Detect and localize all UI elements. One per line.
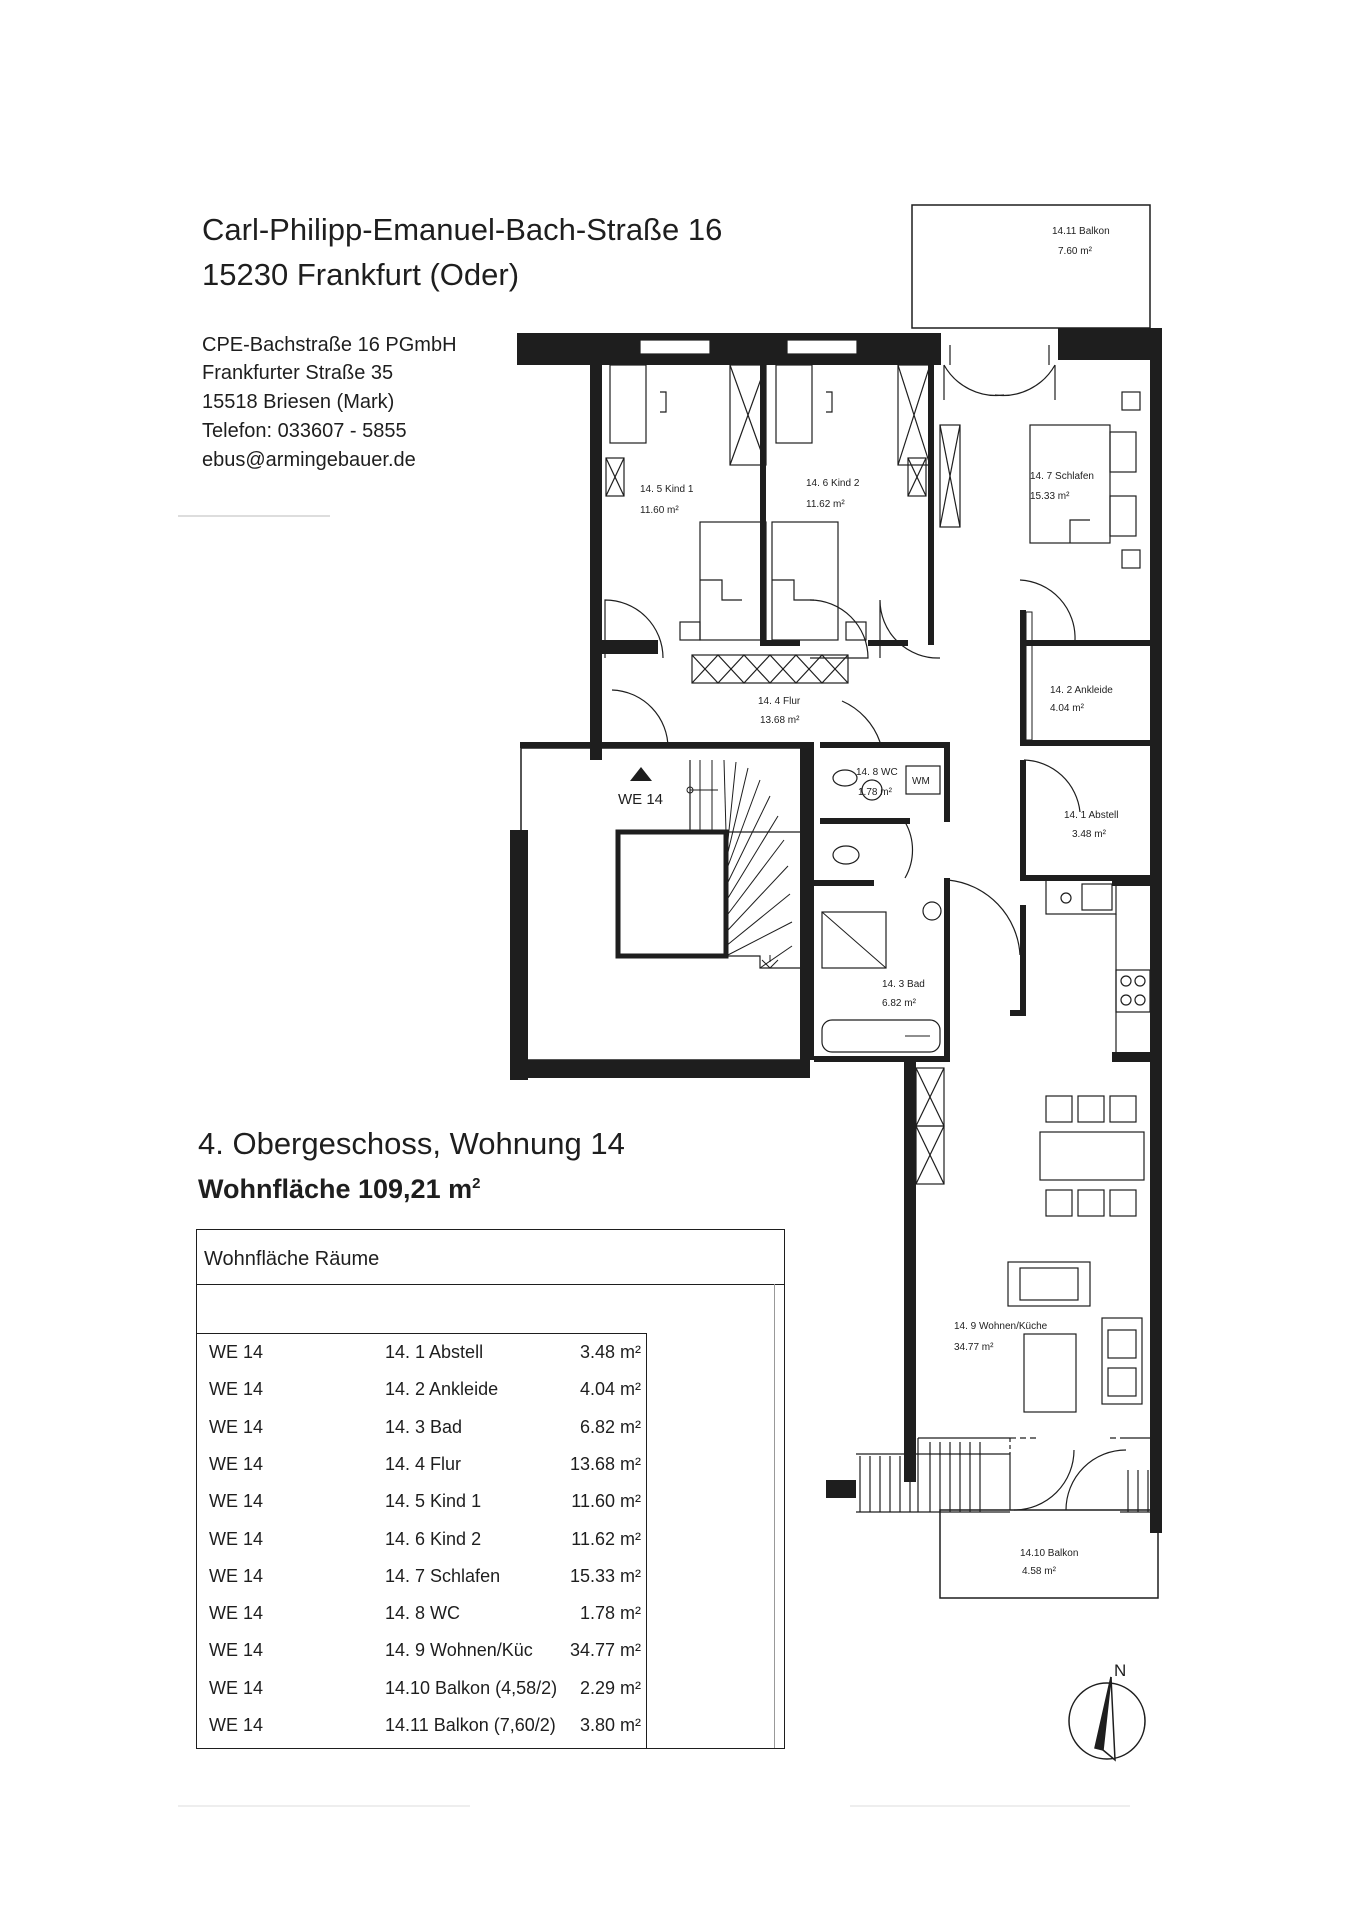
- cell-area: 11.60 m²: [571, 1491, 641, 1512]
- room-label-schlafen: 14. 7 Schlafen: [1030, 471, 1094, 482]
- room-area-balkon-10: 4.58 m²: [1022, 1566, 1056, 1577]
- room-label-abstell: 14. 1 Abstell: [1064, 810, 1119, 821]
- area-table: [196, 1229, 785, 1749]
- north-label: N: [1114, 1661, 1127, 1680]
- cell-room: 14. 5 Kind 1: [385, 1491, 482, 1512]
- cell-unit: WE 14: [209, 1640, 264, 1661]
- cell-area: 2.29 m²: [579, 1677, 641, 1698]
- table-row: [197, 1603, 647, 1633]
- table-row: [197, 1715, 647, 1745]
- room-area-ankleide: 4.04 m²: [1050, 703, 1084, 714]
- room-label-ankleide: 14. 2 Ankleide: [1050, 685, 1113, 696]
- cell-room: 14. 3 Bad: [385, 1416, 463, 1437]
- cell-area: 34.77 m²: [569, 1640, 641, 1661]
- table-row: [197, 1678, 647, 1708]
- owner-phone: Telefon: 033607 - 5855: [202, 420, 407, 442]
- floor-heading: 4. Obergeschoss, Wohnung 14: [198, 1126, 625, 1161]
- room-area-schlafen: 15.33 m²: [1030, 491, 1070, 502]
- cell-room: 14. 6 Kind 2: [385, 1528, 482, 1549]
- room-area-abstell: 3.48 m²: [1072, 829, 1106, 840]
- table-row: [197, 1454, 647, 1484]
- cell-area: 3.80 m²: [579, 1715, 641, 1735]
- cell-area: 11.62 m²: [571, 1528, 641, 1549]
- table-row: [197, 1566, 647, 1596]
- cell-unit: WE 14: [209, 1677, 264, 1698]
- cell-unit: WE 14: [209, 1342, 264, 1362]
- room-area-balkon-11: 7.60 m²: [1058, 246, 1092, 257]
- room-label-flur: 14. 4 Flur: [758, 696, 801, 707]
- cell-room: 14. 2 Ankleide: [385, 1379, 499, 1400]
- room-label-wm: WM: [912, 776, 930, 787]
- cell-unit: WE 14: [209, 1565, 264, 1586]
- room-label-kind1: 14. 5 Kind 1: [640, 484, 694, 495]
- balcony-11: [912, 205, 1150, 328]
- table-row: [197, 1342, 647, 1372]
- room-area-kind2: 11.62 m²: [806, 499, 845, 510]
- cell-unit: WE 14: [209, 1491, 264, 1512]
- table-row: [197, 1640, 647, 1670]
- cell-unit: WE 14: [209, 1453, 264, 1474]
- cell-unit: WE 14: [209, 1603, 264, 1624]
- owner-city: 15518 Briesen (Mark): [202, 391, 395, 413]
- cell-area: 3.48 m²: [579, 1342, 641, 1362]
- cell-area: 6.82 m²: [579, 1416, 641, 1437]
- owner-company: CPE-Bachstraße 16 PGmbH: [202, 334, 457, 356]
- table-row: [197, 1491, 647, 1521]
- cell-room: 14. 1 Abstell: [385, 1342, 484, 1362]
- cell-room: 14. 4 Flur: [385, 1453, 462, 1474]
- owner-street: Frankfurter Straße 35: [202, 362, 394, 384]
- room-area-kind1: 11.60 m²: [640, 505, 679, 516]
- cell-room: 14. 7 Schlafen: [385, 1565, 501, 1586]
- address-city: 15230 Frankfurt (Oder): [202, 257, 520, 292]
- room-area-bad: 6.82 m²: [882, 998, 916, 1009]
- cell-unit: WE 14: [209, 1715, 264, 1735]
- cell-area: 13.68 m²: [569, 1453, 641, 1474]
- cell-area: 4.04 m²: [579, 1379, 641, 1400]
- room-area-wc: 1.78 m²: [858, 787, 892, 798]
- room-area-wohnen: 34.77 m²: [954, 1342, 994, 1353]
- room-label-kind2: 14. 6 Kind 2: [806, 478, 860, 489]
- cell-unit: WE 14: [209, 1379, 264, 1400]
- owner-email[interactable]: ebus@armingebauer.de: [202, 449, 416, 471]
- entrance-label: WE 14: [618, 791, 664, 808]
- cell-unit: WE 14: [209, 1528, 264, 1549]
- table-row: [197, 1529, 647, 1559]
- table-row: [197, 1417, 647, 1447]
- room-label-wc: 14. 8 WC: [856, 767, 898, 778]
- room-label-balkon-11: 14.11 Balkon: [1052, 226, 1110, 237]
- address-street: Carl-Philipp-Emanuel-Bach-Straße 16: [202, 212, 723, 247]
- area-table-title: Wohnfläche Räume: [204, 1248, 380, 1270]
- north-arrow: [1069, 1677, 1145, 1760]
- cell-room: 14. 9 Wohnen/Küc: [385, 1640, 533, 1661]
- living-area-heading: Wohnfläche 109,21 $m^2$: [198, 1174, 481, 1204]
- room-label-balkon-10: 14.10 Balkon: [1020, 1548, 1079, 1559]
- room-label-bad: 14. 3 Bad: [882, 979, 925, 990]
- cell-room: 14.11 Balkon (7,60/2): [385, 1715, 556, 1735]
- cell-area: 15.33 m²: [569, 1565, 641, 1586]
- cell-room: 14. 8 WC: [385, 1603, 461, 1624]
- cell-unit: WE 14: [209, 1416, 264, 1437]
- room-area-flur: 13.68 m²: [760, 715, 800, 726]
- table-row: [197, 1379, 647, 1409]
- cell-room: 14.10 Balkon (4,58/2): [385, 1677, 558, 1698]
- cell-area: 1.78 m²: [579, 1603, 641, 1624]
- room-label-wohnen: 14. 9 Wohnen/Küche: [954, 1321, 1048, 1332]
